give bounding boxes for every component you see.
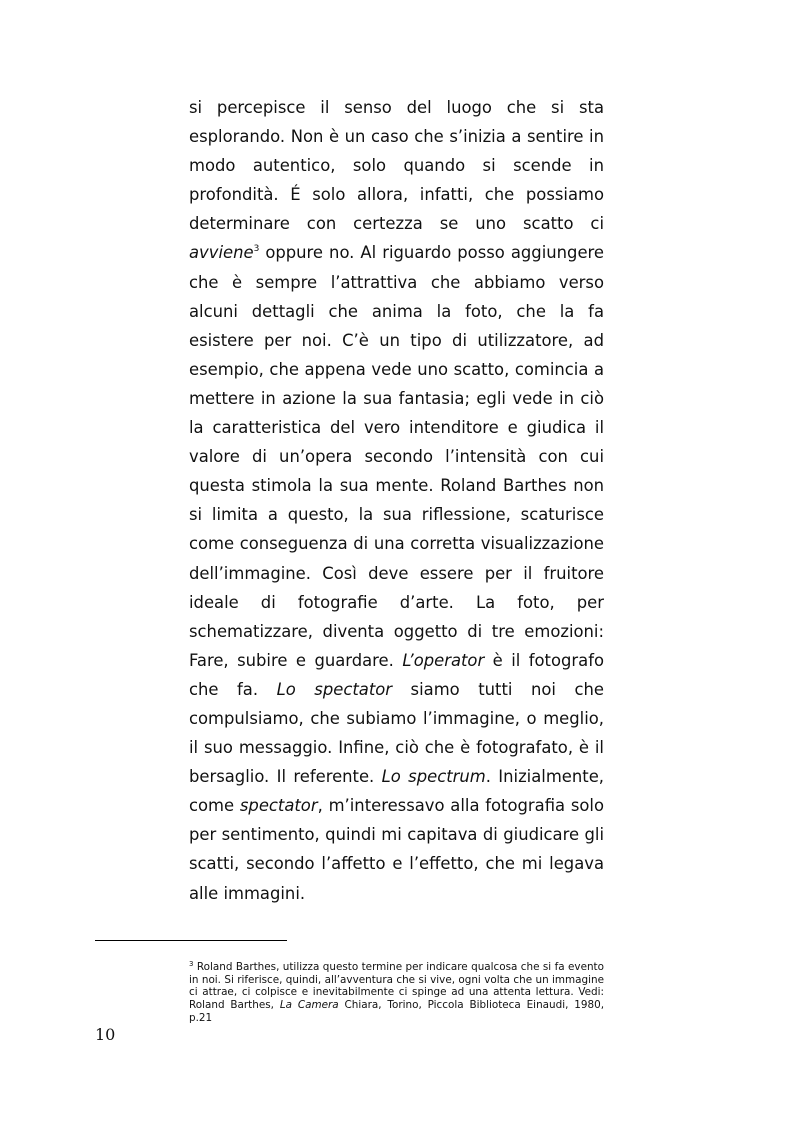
text-run: è il fotografo che fa. [189, 650, 605, 699]
page-number: 10 [95, 1025, 116, 1044]
footnote-book-title: La Camera [279, 999, 339, 1012]
text-run: oppure no. Al riguardo posso aggiungere che è sempre l’attrattiva che abbiamo verso alcuni dettagli che anima la foto, che la fa esistere per noi. C’è un tipo di utilizzatore, ad esempio, che appena vede uno scatto, comincia a mettere in azione la sua fantasia; egli vede in ciò la caratteristica del vero intenditore e giudica il valore di un’opera secondo l’intensità con cui questa stimola la sua mente. Roland Barthes non si limita a questo, la sua riflessione, scaturisce come conseguenza di una corretta visualizzazione dell’immagine. Così deve essere per il fruitore ideale di fotografie d’arte. La foto, per schematizzare, diventa oggetto di tre emozioni: Fare, subire e guardare. [189, 243, 604, 670]
footnote-reference[interactable]: 3 [253, 244, 260, 255]
footnote-text: Chiara, Torino, Piccola Biblioteca Einaudi, 1980, p.21 [189, 999, 605, 1024]
footnote-separator [95, 940, 287, 941]
term-spectator-2: spectator [239, 796, 318, 816]
main-paragraph [189, 93, 604, 908]
text-run: . Inizialmente, come [189, 767, 604, 816]
term-spectator: Lo spectator [276, 679, 393, 699]
text-run: siamo tutti noi che compulsiamo, che subiamo l’immagine, o meglio, il suo messaggio. Infine, ciò che è fotografato, è il bersaglio. Il referente. [189, 679, 604, 787]
text-run: si percepisce il senso del luogo che si sta esplorando. Non è un caso che s’inizia a sentire in modo autentico, solo quando si scende in profondità. É solo allora, infatti, che possiamo determinare con certezza se uno scatto ci [189, 98, 604, 234]
term-avviene: avviene [189, 243, 254, 263]
footnote-text: Roland Barthes, utilizza questo termine per indicare qualcosa che si fa evento in noi. Si riferisce, quindi, all’avventura che si vive, ogni volta che un immagine ci attrae, ci colpisce e inevitabilmente ci spinge ad una attenta lettura. Vedi: Roland Barthes, [189, 961, 604, 1012]
footnote-marker: 3 [189, 960, 194, 968]
body-text [189, 93, 604, 908]
footnote [189, 961, 604, 1025]
term-spectrum: Lo spectrum [381, 767, 486, 787]
text-run: , m’interessavo alla fotografia solo per sentimento, quindi mi capitava di giudicare gli scatti, secondo l’affetto e l’effetto, che mi legava alle immagini. [189, 796, 604, 903]
term-operator: L’operator [402, 650, 485, 670]
